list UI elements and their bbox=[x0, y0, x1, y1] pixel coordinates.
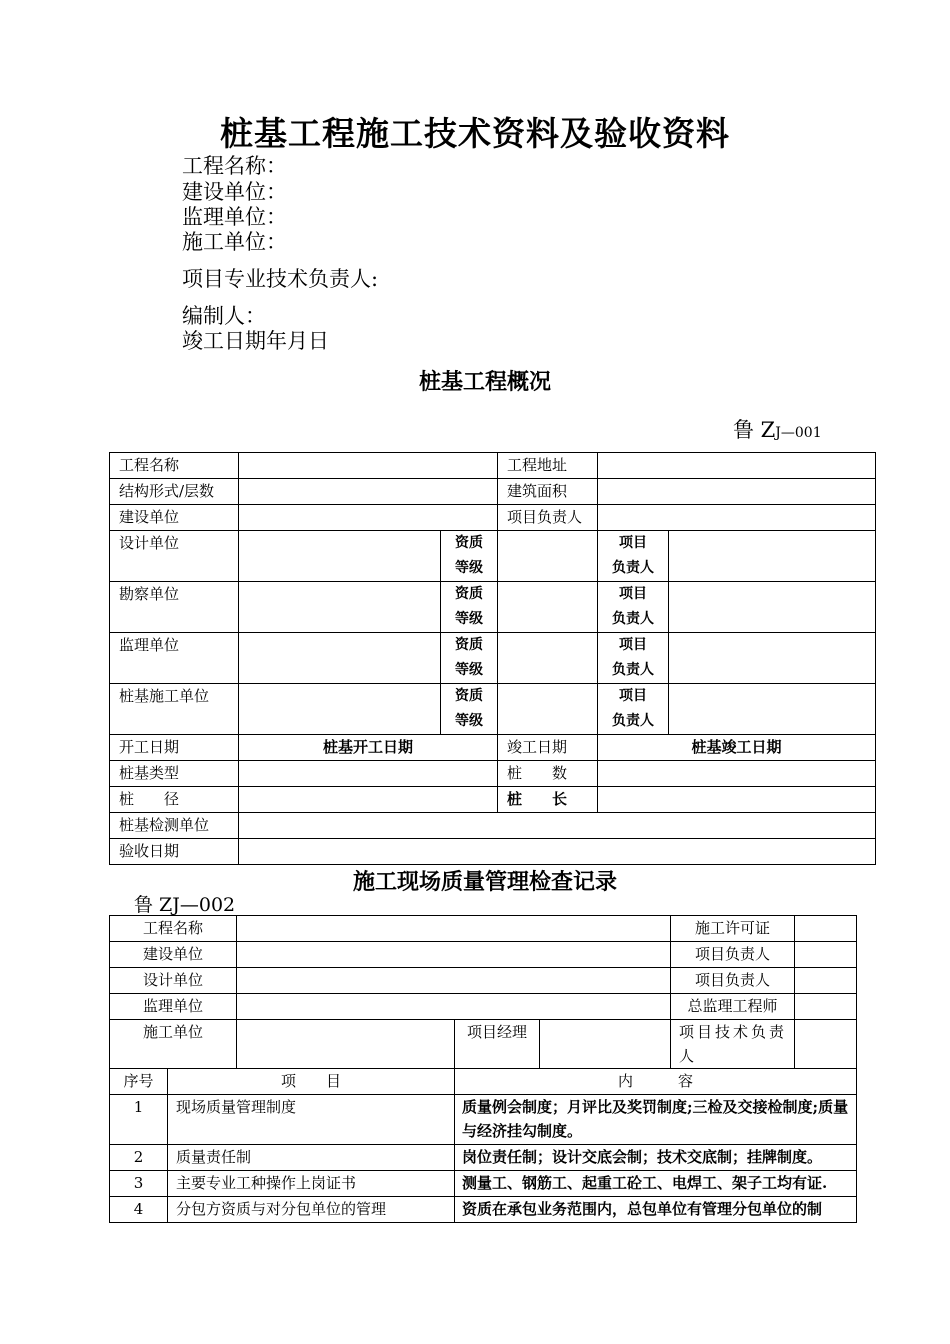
item-name: 分包方资质与对分包单位的管理 bbox=[168, 1197, 455, 1223]
table-row bbox=[110, 839, 876, 865]
value-cell bbox=[237, 968, 671, 994]
label-design-lead: 项目负责人 bbox=[671, 968, 795, 994]
table-row bbox=[110, 1171, 857, 1197]
document-title: 桩基工程施工技术资料及验收资料 bbox=[220, 114, 730, 153]
value-cell bbox=[237, 994, 671, 1020]
pile-completion-date: 桩基竣工日期 bbox=[598, 735, 876, 761]
lead-label bbox=[598, 684, 669, 735]
value-cell bbox=[795, 942, 857, 968]
item-content: 岗位责任制；设计交底会制；技术交底制；挂牌制度。 bbox=[455, 1145, 857, 1171]
lead-line-2: 负责人 bbox=[612, 662, 654, 678]
value-cell bbox=[237, 1020, 455, 1069]
value-cell bbox=[239, 453, 498, 479]
qualification-line-2: 等级 bbox=[455, 713, 483, 729]
label-pile-contractor: 桩基施工单位 bbox=[110, 684, 239, 735]
pile-start-date: 桩基开工日期 bbox=[239, 735, 498, 761]
label-tech-lead: 项目技术负责人 bbox=[671, 1020, 795, 1069]
value-cell bbox=[239, 839, 876, 865]
label-area: 建筑面积 bbox=[498, 479, 598, 505]
lead-line-2: 负责人 bbox=[612, 560, 654, 576]
table-row bbox=[110, 942, 857, 968]
table-row bbox=[110, 1145, 857, 1171]
label-pile-diameter: 桩 径 bbox=[110, 787, 239, 813]
column-content: 内 容 bbox=[455, 1069, 857, 1095]
value-cell bbox=[669, 633, 876, 684]
table-row bbox=[110, 505, 876, 531]
table-row bbox=[110, 761, 876, 787]
value-cell bbox=[239, 479, 498, 505]
value-cell bbox=[669, 582, 876, 633]
label-builder: 建设单位 bbox=[110, 505, 239, 531]
item-no: 2 bbox=[110, 1145, 168, 1171]
value-cell bbox=[669, 531, 876, 582]
cover-supervisor: 监理单位： bbox=[182, 205, 287, 229]
overview-code bbox=[733, 414, 822, 444]
column-item: 项 目 bbox=[168, 1069, 455, 1095]
item-name: 质量责任制 bbox=[168, 1145, 455, 1171]
label-chief-supervisor: 总监理工程师 bbox=[671, 994, 795, 1020]
label-start-date: 开工日期 bbox=[110, 735, 239, 761]
qualification-label bbox=[441, 633, 498, 684]
label-builder-lead: 项目负责人 bbox=[671, 942, 795, 968]
label-testing-unit: 桩基检测单位 bbox=[110, 813, 239, 839]
value-cell bbox=[669, 684, 876, 735]
value-cell bbox=[598, 479, 876, 505]
label-design-unit: 设计单位 bbox=[110, 531, 239, 582]
table-row bbox=[110, 479, 876, 505]
cover-contractor: 施工单位： bbox=[182, 230, 287, 254]
cover-project-name: 工程名称： bbox=[182, 154, 287, 178]
lead-label bbox=[598, 633, 669, 684]
value-cell bbox=[239, 787, 498, 813]
column-no: 序号 bbox=[110, 1069, 168, 1095]
value-cell bbox=[498, 531, 598, 582]
value-cell bbox=[498, 633, 598, 684]
lead-line-2: 负责人 bbox=[612, 611, 654, 627]
table-row bbox=[110, 1069, 857, 1095]
label-supervision-unit: 监理单位 bbox=[110, 633, 239, 684]
table-row bbox=[110, 916, 857, 942]
label-completion-date: 竣工日期 bbox=[498, 735, 598, 761]
label-survey-unit: 勘察单位 bbox=[110, 582, 239, 633]
quality-title: 施工现场质量管理检查记录 bbox=[352, 869, 617, 895]
label-pile-type: 桩基类型 bbox=[110, 761, 239, 787]
cover-builder: 建设单位： bbox=[182, 180, 287, 204]
table-row bbox=[110, 735, 876, 761]
lead-line-1: 项目 bbox=[619, 586, 647, 602]
value-cell bbox=[239, 813, 876, 839]
table-row bbox=[110, 684, 876, 735]
table-row bbox=[110, 453, 876, 479]
label-project-lead: 项目负责人 bbox=[498, 505, 598, 531]
cover-compiler: 编制人： bbox=[182, 304, 266, 328]
value-cell bbox=[237, 916, 671, 942]
overview-table bbox=[109, 452, 876, 865]
value-cell bbox=[795, 968, 857, 994]
item-content: 测量工、钢筋工、起重工砼工、电焊工、架子工均有证. bbox=[455, 1171, 857, 1197]
lead-label bbox=[598, 531, 669, 582]
lead-line-1: 项目 bbox=[619, 637, 647, 653]
table-row bbox=[110, 994, 857, 1020]
quality-table bbox=[109, 915, 857, 1223]
lead-line-2: 负责人 bbox=[612, 713, 654, 729]
item-no: 3 bbox=[110, 1171, 168, 1197]
table-row bbox=[110, 582, 876, 633]
label-pile-length: 桩 长 bbox=[498, 787, 598, 813]
value-cell bbox=[498, 582, 598, 633]
qualification-line-1: 资质 bbox=[455, 586, 483, 602]
value-cell bbox=[598, 787, 876, 813]
table-row bbox=[110, 787, 876, 813]
qualification-line-1: 资质 bbox=[455, 535, 483, 551]
value-cell bbox=[598, 761, 876, 787]
value-cell bbox=[239, 761, 498, 787]
value-cell bbox=[795, 1020, 857, 1069]
qualification-line-2: 等级 bbox=[455, 662, 483, 678]
label-project-name: 工程名称 bbox=[110, 916, 237, 942]
quality-code: 鲁 ZJ—002 bbox=[134, 894, 236, 916]
label-permit: 施工许可证 bbox=[671, 916, 795, 942]
value-cell bbox=[498, 684, 598, 735]
label-builder: 建设单位 bbox=[110, 942, 237, 968]
code-prefix: 鲁 Z bbox=[733, 418, 776, 442]
cover-completion: 竣工日期年月日 bbox=[182, 329, 329, 353]
value-cell bbox=[239, 505, 498, 531]
code-suffix: J—001 bbox=[775, 425, 822, 441]
overview-title: 桩基工程概况 bbox=[418, 369, 551, 395]
qualification-label bbox=[441, 684, 498, 735]
table-row bbox=[110, 968, 857, 994]
label-design: 设计单位 bbox=[110, 968, 237, 994]
label-structure: 结构形式/层数 bbox=[110, 479, 239, 505]
label-acceptance-date: 验收日期 bbox=[110, 839, 239, 865]
value-cell bbox=[795, 916, 857, 942]
lead-line-1: 项目 bbox=[619, 535, 647, 551]
qualification-label bbox=[441, 531, 498, 582]
label-pile-count: 桩 数 bbox=[498, 761, 598, 787]
qualification-line-2: 等级 bbox=[455, 560, 483, 576]
item-name: 现场质量管理制度 bbox=[168, 1095, 455, 1145]
item-content: 质量例会制度；月评比及奖罚制度;三检及交接检制度;质量与经济挂勾制度。 bbox=[455, 1095, 857, 1145]
qualification-line-1: 资质 bbox=[455, 637, 483, 653]
table-row bbox=[110, 1095, 857, 1145]
lead-line-1: 项目 bbox=[619, 688, 647, 704]
table-row bbox=[110, 1020, 857, 1069]
label-project-address: 工程地址 bbox=[498, 453, 598, 479]
value-cell bbox=[795, 994, 857, 1020]
qualification-line-2: 等级 bbox=[455, 611, 483, 627]
lead-label bbox=[598, 582, 669, 633]
table-row bbox=[110, 531, 876, 582]
value-cell bbox=[598, 453, 876, 479]
label-contractor: 施工单位 bbox=[110, 1020, 237, 1069]
qualification-label bbox=[441, 582, 498, 633]
label-project-name: 工程名称 bbox=[110, 453, 239, 479]
value-cell bbox=[239, 633, 441, 684]
cover-tech-lead: 项目专业技术负责人: bbox=[182, 267, 379, 291]
item-content: 资质在承包业务范围内，总包单位有管理分包单位的制 bbox=[455, 1197, 857, 1223]
item-name: 主要专业工种操作上岗证书 bbox=[168, 1171, 455, 1197]
value-cell bbox=[598, 505, 876, 531]
value-cell bbox=[239, 582, 441, 633]
value-cell bbox=[239, 684, 441, 735]
table-row bbox=[110, 633, 876, 684]
qualification-line-1: 资质 bbox=[455, 688, 483, 704]
value-cell bbox=[540, 1020, 671, 1069]
label-supervision: 监理单位 bbox=[110, 994, 237, 1020]
label-pm: 项目经理 bbox=[455, 1020, 540, 1069]
table-row bbox=[110, 1197, 857, 1223]
item-no: 4 bbox=[110, 1197, 168, 1223]
item-no: 1 bbox=[110, 1095, 168, 1145]
value-cell bbox=[239, 531, 441, 582]
value-cell bbox=[237, 942, 671, 968]
table-row bbox=[110, 813, 876, 839]
